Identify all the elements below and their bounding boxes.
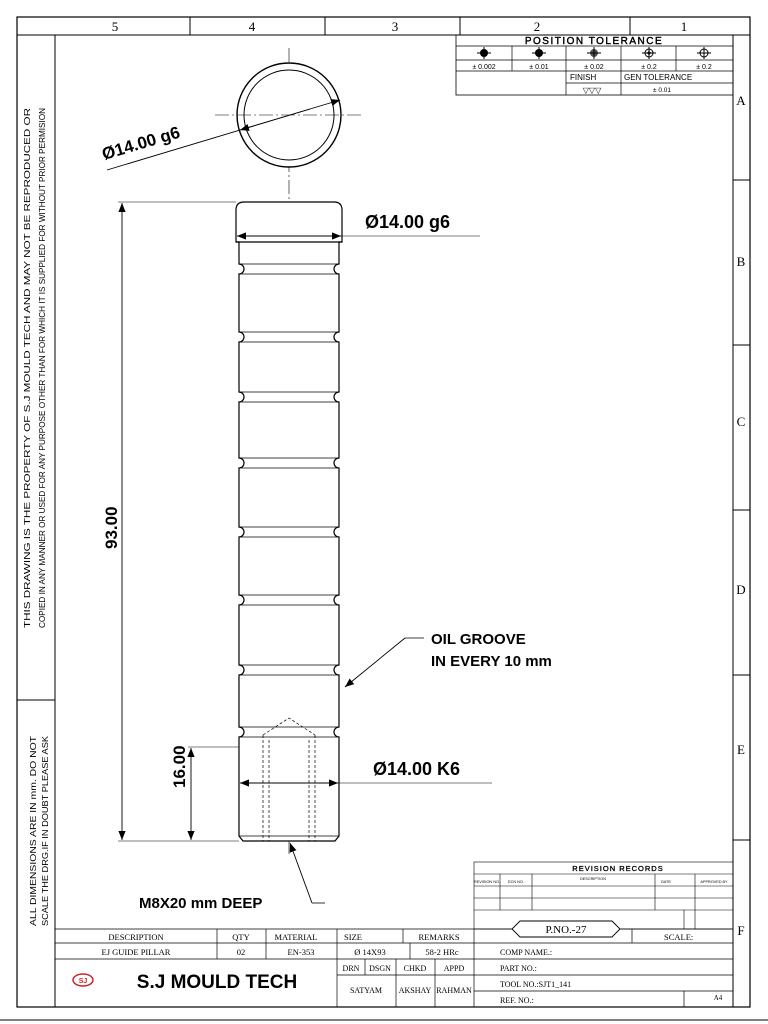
part-number-tag <box>512 921 620 937</box>
company-name: S.J MOULD TECH <box>136 972 298 993</box>
bom-remarks: 58-2 HRc <box>425 947 459 957</box>
sign-header-appd: APPD <box>443 964 465 973</box>
guide-pillar <box>236 202 342 841</box>
oil-groove-note-line2: IN EVERY 10 mm <box>431 653 552 670</box>
row-zone-strip <box>733 93 750 938</box>
top-view <box>100 63 362 170</box>
zone-row-f: F <box>737 923 745 938</box>
zone-row-d: D <box>736 582 746 597</box>
zone-row-b: B <box>736 254 746 269</box>
bom-description: EJ GUIDE PILLAR <box>101 947 171 957</box>
overall-length-label: 93.00 <box>102 506 121 549</box>
bom-header-material: MATERIAL <box>274 932 318 942</box>
company-logo-text: SJ <box>78 978 88 985</box>
part-no-label: PART NO.: <box>500 964 537 973</box>
zone-row-c: C <box>736 414 746 429</box>
bom-header-size: SIZE <box>344 932 362 942</box>
lower-length-label: 16.00 <box>170 745 189 788</box>
bom-qty: 02 <box>236 947 246 957</box>
sheet-size: A4 <box>713 994 723 1002</box>
zone-col-4: 4 <box>248 19 256 34</box>
checked-by: AKSHAY <box>398 986 432 995</box>
zone-row-a: A <box>736 93 746 108</box>
part-number-tag-text: P.NO.-27 <box>545 924 587 936</box>
general-tolerance-label: GEN TOLERANCE <box>624 73 693 82</box>
approved-by: RAHMAN <box>436 986 472 995</box>
oil-groove-note-line1: OIL GROOVE <box>431 631 526 648</box>
left-note-strip <box>17 108 55 926</box>
bom-header-description: DESCRIPTION <box>108 932 164 942</box>
tolerance-value: ± 0.002 <box>472 64 496 71</box>
property-note-line1: THIS DRAWING IS THE PROPERTY OF S.J MOULD TECH AND MAY NOT BE REPRODUCED OR <box>23 262 32 628</box>
inner-border <box>55 35 733 1007</box>
zone-row-e: E <box>737 742 745 757</box>
tolerance-value: ± 0.01 <box>529 64 549 71</box>
bom-material: EN-353 <box>287 947 315 957</box>
tolerance-value: ± 0.2 <box>641 64 657 71</box>
oil-groove-callout <box>345 631 552 687</box>
head-diameter-label: Ø14.00 g6 <box>365 212 451 232</box>
top-view-diameter-label: Ø14.00 g6 <box>99 122 183 164</box>
scale-label: SCALE: <box>664 932 694 942</box>
target-icon <box>697 47 711 59</box>
overall-length-dimension <box>102 202 239 841</box>
company-logo <box>73 974 93 986</box>
tolerance-value: ± 0.02 <box>584 64 604 71</box>
comp-name-label: COMP NAME.: <box>500 948 553 957</box>
zone-col-1: 1 <box>680 19 688 34</box>
general-tolerance-value: ± 0.01 <box>652 87 672 94</box>
finish-symbol: ▽▽▽ <box>582 86 602 95</box>
bom-size: Ø 14X93 <box>354 947 386 957</box>
sign-header-dsgn: DSGN <box>369 964 391 973</box>
dimensions-note-line1: ALL DIMENSIONS ARE IN mm. DO NOT <box>29 776 38 926</box>
zone-col-3: 3 <box>391 19 399 34</box>
target-icon <box>642 47 656 59</box>
bom-header-remarks: REMARKS <box>418 932 460 942</box>
zone-col-5: 5 <box>111 19 119 34</box>
drawn-by: SATYAM <box>349 986 383 995</box>
bom-header-qty: QTY <box>232 932 250 942</box>
tolerance-value: ± 0.2 <box>696 64 712 71</box>
column-zone-strip <box>17 17 750 35</box>
body-diameter-label: Ø14.00 K6 <box>373 759 461 779</box>
tool-no-label: TOOL NO.:SJT1_141 <box>500 980 572 989</box>
sign-header-chkd: CHKD <box>403 964 427 973</box>
outer-border <box>17 17 750 1007</box>
position-tolerance-title: POSITION TOLERANCE <box>524 36 664 47</box>
dimensions-note-line2: SCALE THE DRG.IF IN DOUBT PLEASE ASK <box>41 757 50 926</box>
finish-label: FINISH <box>570 73 597 82</box>
property-note-line2: COPIED IN ANY MANNER OR USED FOR ANY PURPOSE OTHER THAN FOR WHICH IT IS SUPPLIED FOR WITHOUT PRIOR PERMISION <box>38 106 47 628</box>
target-icon <box>477 47 491 59</box>
thread-note: M8X20 mm DEEP <box>139 895 263 912</box>
thread-callout <box>139 843 325 912</box>
position-tolerance-block <box>456 35 733 95</box>
target-icon <box>587 47 601 59</box>
revision-col-header: REVISION NO. <box>474 880 500 884</box>
zone-col-2: 2 <box>533 19 541 34</box>
revision-col-header: ECN NO. <box>508 880 524 884</box>
target-icon <box>532 47 546 59</box>
ref-no-label: REF. NO.: <box>500 996 534 1005</box>
sign-header-drn: DRN <box>342 964 360 973</box>
lower-length-dimension <box>170 745 239 840</box>
revision-col-header: DESCRIPTION <box>580 877 606 881</box>
revision-records-title: REVISION RECORDS <box>572 864 664 873</box>
revision-col-header: APPROVED BY <box>700 880 728 884</box>
revision-col-header: DATE <box>661 880 671 884</box>
